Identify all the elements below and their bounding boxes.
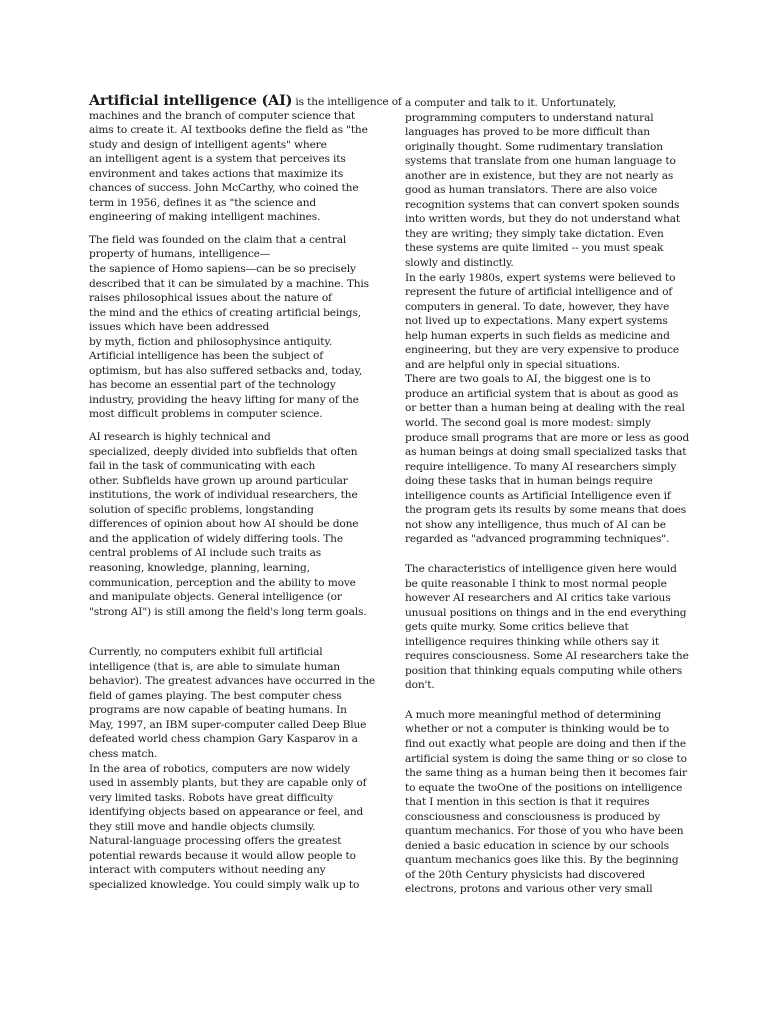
text-line: by myth, fiction and philosophysince antiquity. [89, 335, 333, 348]
text-line: engineering, but they are very expensive to produce [405, 344, 679, 357]
text-line: optimism, but has also suffered setbacks and, today, [89, 364, 363, 377]
text-line: identifying objects based on appearance or feel, and [89, 806, 364, 819]
text-line: Artificial intelligence has been the subject of [89, 350, 323, 363]
text-line: communication, perception and the ability to move [89, 576, 356, 589]
text-line: industry, providing the heavy lifting for many of the [89, 393, 359, 406]
text-line: quantum mechanics. For those of you who have been [405, 825, 684, 838]
text-line: The field was founded on the claim that a central [89, 233, 347, 246]
text-line: "strong AI") is still among the field's long term goals. [89, 605, 367, 618]
text-line: AI research is highly technical and [89, 431, 271, 444]
text-line: aims to create it. AI textbooks define the field as "the [89, 124, 368, 137]
text-line: a computer and talk to it. Unfortunately, [405, 97, 617, 109]
text-line: artificial system is doing the same thing or so close to [405, 752, 687, 765]
text-line: machines and the branch of computer science that [89, 109, 355, 122]
text-line: differences of opinion about how AI should be done [89, 518, 359, 531]
left-column [89, 92, 402, 892]
text-line: they are writing; they simply take dictation. Even [405, 227, 664, 240]
text-line: specialized knowledge. You could simply walk up to [89, 878, 360, 891]
paragraph [405, 96, 690, 547]
text-line: solution of specific problems, longstanding [89, 503, 314, 516]
document-title: Artificial intelligence (AI) [89, 92, 293, 109]
text-line: the same thing as a human being then it becomes fair [405, 767, 687, 780]
text-line: doing these tasks that in human beings require [405, 475, 653, 488]
text-line: environment and takes actions that maximize its [89, 167, 344, 180]
text-line: field of games playing. The best computer chess [89, 689, 342, 702]
text-line: reasoning, knowledge, planning, learning, [89, 561, 310, 574]
text-line: and are helpful only in special situations. [405, 358, 620, 371]
text-line: produce an artificial system that is about as good as [405, 387, 679, 400]
text-line: to equate the twoOne of the positions on intelligence [405, 781, 683, 794]
text-line: May, 1997, an IBM super-computer called Deep Blue [89, 718, 367, 731]
text-line: engineering of making intelligent machines. [89, 211, 321, 224]
text-line: other. Subfields have grown up around particular [89, 474, 348, 487]
text-line: unusual positions on things and in the end everything [405, 606, 687, 619]
text-line: electrons, protons and various other very small [405, 883, 653, 896]
text-line: not lived up to expectations. Many expert systems [405, 315, 668, 328]
text-line: potential rewards because it would allow people to [89, 849, 356, 862]
text-line: not show any intelligence, thus much of AI can be [405, 518, 666, 531]
text-line: the mind and the ethics of creating artificial beings, [89, 306, 361, 319]
text-line: these systems are quite limited -- you must speak [405, 242, 664, 255]
text-line: recognition systems that can convert spoken sounds [405, 198, 680, 211]
text-line: used in assembly plants, but they are capable only of [89, 777, 367, 790]
text-line: originally thought. Some rudimentary translation [405, 140, 663, 153]
right-column [405, 96, 690, 897]
text-line: intelligence (that is, are able to simulate human [89, 660, 340, 673]
intro-text: is the intelligence of [292, 96, 402, 108]
text-line: of the 20th Century physicists had discovered [405, 868, 646, 881]
text-line: very limited tasks. Robots have great difficulty [89, 791, 334, 804]
text-line: chess match. [89, 747, 158, 760]
text-line: the sapience of Homo sapiens—can be so precisely [89, 263, 356, 276]
text-line: In the area of robotics, computers are now widely [89, 762, 350, 775]
text-line: raises philosophical issues about the nature of [89, 292, 332, 305]
text-line: chances of success. John McCarthy, who coined the [89, 182, 359, 195]
text-line: programming computers to understand natural [405, 111, 654, 124]
text-line: property of humans, intelligence— [89, 248, 271, 261]
text-line: specialized, deeply divided into subfields that often [89, 445, 358, 458]
text-line: regarded as "advanced programming techniques". [405, 533, 670, 546]
text-line: behavior). The greatest advances have occurred in the [89, 675, 375, 688]
text-line: issues which have been addressed [89, 321, 270, 334]
text-line: represent the future of artificial intelligence and of [405, 286, 673, 299]
text-line: term in 1956, defines it as "the science and [89, 196, 316, 209]
paragraph [405, 708, 687, 897]
text-line: gets quite murky. Some critics believe that [405, 621, 629, 634]
text-line: central problems of AI include such traits as [89, 547, 322, 560]
text-line: intelligence counts as Artificial Intelligence even if [405, 489, 671, 502]
text-line: and manipulate objects. General intelligence (or [89, 591, 342, 604]
text-line: or better than a human being at dealing with the real [405, 402, 685, 415]
text-line: as human beings at doing small specialized tasks that [405, 446, 687, 459]
title-line [89, 92, 402, 109]
text-line: another are in existence, but they are not nearly as [405, 169, 674, 182]
text-line: don't. [405, 679, 435, 692]
text-line: require intelligence. To many AI researchers simply [405, 460, 677, 473]
text-line: help human experts in such fields as medicine and [405, 329, 670, 342]
paragraph [89, 430, 369, 619]
text-line: consciousness and consciousness is produced by [405, 810, 661, 823]
text-line: quantum mechanics goes like this. By the beginning [405, 854, 679, 867]
text-line: The characteristics of intelligence given here would [405, 562, 677, 575]
text-line: world. The second goal is more modest: simply [405, 417, 651, 430]
text-line: whether or not a computer is thinking would be to [405, 723, 669, 736]
text-line: most difficult problems in computer science. [89, 408, 323, 421]
text-line: position that thinking equals computing while others [405, 664, 682, 677]
text-line: defeated world chess champion Gary Kasparov in a [89, 733, 358, 746]
intro-paragraph [89, 109, 369, 225]
text-line: computers in general. To date, however, they have [405, 300, 670, 313]
text-line: that I mention in this section is that it requires [405, 796, 650, 809]
text-line: languages has proved to be more difficult than [405, 126, 650, 139]
text-line: and the application of widely differing tools. The [89, 532, 343, 545]
text-line: be quite reasonable I think to most normal people [405, 577, 667, 590]
text-line: In the early 1980s, expert systems were believed to [405, 271, 676, 284]
text-line: good as human translators. There are also voice [405, 184, 658, 197]
text-line: interact with computers without needing any [89, 864, 326, 877]
text-line: institutions, the work of individual researchers, the [89, 489, 358, 502]
text-line: into written words, but they do not understand what [405, 213, 681, 226]
text-line: programs are now capable of beating humans. In [89, 704, 347, 717]
text-line: study and design of intelligent agents" where [89, 138, 327, 151]
text-line: they still move and handle objects clumsily. [89, 820, 316, 833]
text-line: A much more meaningful method of determining [405, 708, 661, 721]
text-line: produce small programs that are more or less as good [405, 431, 690, 444]
text-line: Natural-language processing offers the greatest [89, 835, 342, 848]
text-line: the program gets its results by some means that does [405, 504, 687, 517]
text-line: systems that translate from one human language to [405, 155, 676, 168]
text-line: Currently, no computers exhibit full artificial [89, 646, 323, 659]
text-line: has become an essential part of the technology [89, 379, 336, 392]
text-line: intelligence requires thinking while others say it [405, 635, 660, 648]
text-line: an intelligent agent is a system that perceives its [89, 153, 346, 166]
paragraph [89, 645, 375, 892]
text-line: There are two goals to AI, the biggest one is to [405, 373, 651, 386]
text-line: described that it can be simulated by a machine. This [89, 277, 369, 290]
text-line: requires consciousness. Some AI researchers take the [405, 650, 689, 663]
text-line: denied a basic education in science by our schools [405, 839, 669, 852]
text-line: however AI researchers and AI critics take various [405, 592, 671, 605]
text-line: fail in the task of communicating with each [89, 460, 316, 473]
text-line: slowly and distinctly. [405, 257, 514, 270]
text-line: find out exactly what people are doing and then if the [405, 737, 686, 750]
paragraph [405, 562, 687, 693]
paragraph [89, 233, 369, 422]
